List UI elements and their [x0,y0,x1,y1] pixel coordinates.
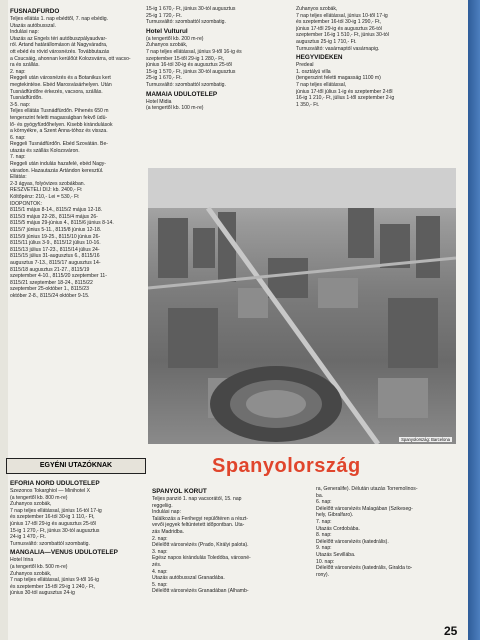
text-line: 6. nap: [316,499,332,506]
text-line: 8115/1 május 8-14., 8115/2 május 12-18. [10,207,103,214]
text-line: Zuhanyos szobák, [296,6,338,12]
text-line: 7. nap: [10,154,26,161]
text-line: Délelőtt városnézés (katedrális). [316,538,389,545]
section-heading: SPANYOL KÖRÚT [152,488,207,495]
column-middle-bottom [152,486,302,595]
text-line: 8. nap: [316,532,332,539]
city-aerial-illustration [148,168,456,444]
text-line: 8115/15 július 31-augusztus 6., 8115/16 [10,253,100,260]
text-line: Turnusváltó: szombattól szombatig. [146,19,226,26]
text-line: 9. nap: [316,545,332,552]
text-line: Hotel Irina [10,557,34,564]
text-line: 8115/7 június 5-11., 8115/8 június 12-18. [10,227,102,233]
text-line: lő- és gyógyfürdőhelyen. Kisebb kirándulások [10,121,113,128]
text-line: szeptember 16-ig 1 510,- Ft, június 30-tól [296,32,389,39]
text-line: június 17-től 29-ig és augusztus 25-től [10,520,96,527]
text-line: 8115/11 július 3-9., 8115/12 július 10-16. [10,240,101,247]
text-line: 15-ig 1 670,- Ft, június 30-tól augusztus [146,6,236,12]
text-line: és szeptember 16-tól 30-ig 1 290,- Ft, [296,19,381,26]
text-line: 25-ig 1 720,- Ft. [146,12,182,19]
text-line: zás Madridba. [152,528,184,535]
text-line: 3-5. nap: [10,101,31,108]
text-line: (tengerszint feletti magasság 1100 m) [296,75,381,82]
text-line: (a tengertől kb. 800 m-re) [10,494,68,501]
text-line: hely, Gibralfaro). [316,512,354,519]
page-number: 25 [444,624,458,638]
text-line: szeptember 15-től 29-ig 1 280,- Ft, [146,55,225,62]
text-line: Hotel Midia [146,98,172,105]
text-line: június 30-tól augusztus 24-ig [10,590,75,597]
text-line: Turnusváltó: szombattól szombatig. [10,540,90,547]
text-line: ott ebéd és rövid városnézés. Továbbutazás [10,48,110,55]
text-line: 8115/5 május 29-június 4., 8115/6 június 8-14. [10,220,114,227]
text-line: Egész napos kirándulás Toledóba, városné- [152,555,251,562]
text-line: (a tengertől kb. 500 m-re) [10,563,68,570]
text-line: 25-ig 1 670,- Ft. [146,75,182,82]
text-line: zés. [152,561,162,568]
individual-travelers-box: EGYÉNI UTAZÓKNAK [6,458,146,474]
text-line: szeptember 4-10., 8115/20 szeptember 11- [10,273,107,280]
text-line: Zuhanyos szobák, [146,42,188,49]
text-line: 8115/3 május 22-28., 8115/4 május 26- [10,213,98,220]
text-line: 3. nap: [152,548,168,555]
text-line: Predeal [296,62,314,69]
text-line: 7 nap teljes ellátással, [296,81,347,88]
text-line: Indulási nap: [152,509,181,516]
text-line: (a tengertől kb. 200 m-re) [146,35,204,42]
text-line: ról. Ártand határállomáson át Nagyváradra, [10,42,108,49]
text-line: június 17-től 29-ig és augusztus 26-tól [296,25,382,32]
text-line: Szezonos Tokarghiol — Minihotel X [10,488,91,494]
text-line: 10. nap: [316,558,335,565]
text-line: Utazás az Engels téri autóbuszpályaudvar- [10,35,107,42]
text-line: váradon. Hazautazás Ártándon keresztül. [10,167,104,174]
text-line: 15-ig 1 270,- Ft, június 30-tól augusztus [10,527,100,534]
text-line: 7. nap: [316,518,332,525]
text-line: (a tengertől kb. 100 m-re) [146,105,204,112]
text-line: megtekintése. Ebéd Marosvásárhelyen. Után [10,81,112,88]
text-line: október 2-8., 8115/24 október 9-15. [10,292,90,299]
section-heading: EFORIA NORD ÜDÜLŐTELEP [10,480,100,487]
text-line: szeptember 25-október 1., 8115/23 [10,286,89,293]
section-heading: MAMAIA ÜDÜLŐTELEP [146,90,218,98]
text-line: augusztus 7-13., 8115/17 augusztus 14- [10,259,101,266]
text-line: 7 nap teljes ellátással, június 9-től 16-ig [10,577,99,584]
text-line: IDŐPONTOK: [10,200,42,207]
text-line: Teljes ellátás Tusnádfürdőn. Pihenés 650 m [10,108,109,115]
column-left-bottom [10,478,144,597]
text-line: Teljes ellátás 1. nap ebédtől, 7. nap ebédig. [10,16,108,22]
text-line: Reggeli Tusnádfürdőn. Ebéd Szovátán. Be- [10,141,108,148]
text-line: 4. nap: [152,568,168,575]
text-line: rony). [316,571,330,578]
page-gutter [0,0,8,640]
barcelona-photo [148,168,456,444]
text-line: Zuhanyos szobák, [10,570,52,577]
text-line: 8115/9 június 19-25., 8115/10 június 26- [10,233,101,240]
text-line: Utazás autóbusszal Granadába. [152,575,225,582]
photo-caption: Spanyolország: Barcelona [401,437,450,442]
text-line: Turnusváltó: szombattól szombatig. [146,81,226,88]
text-line: Reggeli után indulás hazafelé, ebéd Nagy- [10,161,106,168]
section-heading: FÜSNADFÜRDŐ [10,8,60,15]
text-line: 7 nap teljes ellátással, június 16-tól 17-ig [10,507,102,514]
column-left-top [10,6,144,300]
text-line: a Csucsáig, ahonnan kerülőút Kolozsvárra, ott vacso- [10,55,131,62]
text-line: 7 nap teljes ellátással, június 9-től 16-ig és [146,48,242,55]
text-line: Turnusváltó: vasárnaptól vasárnapig. [296,45,380,52]
text-line: 8115/18 augusztus 21-27., 8115/19 [10,266,90,273]
text-line: Ellátás: [10,174,27,181]
text-line: tengerszint feletti magasságban fekvő üdü- [10,114,108,121]
section-heading: MANGALIA—VENUS ÜDÜLŐTELEP [10,549,118,557]
text-line: Teljes panzió 1. nap vacsorától, 15. nap [152,496,242,502]
text-line: Reggeli után városnézés és a Botanikus kert [10,75,111,82]
text-line: Utazás Cordobába. [316,525,360,532]
text-line: Tusnádfürdőre érkezés, vacsora, szállás. [10,88,103,95]
text-line: ra és szállás. [10,62,40,69]
column-right-top [296,6,456,108]
text-line: Délelőtt városnézés Granadában (Alhamb- [152,588,249,595]
text-line: Költőpénz: 210,- Lei = 530,- Ft [10,194,79,201]
text-line: vevői jegyek feltüntetett időpontban. Uta- [152,522,245,529]
column-right-bottom [316,486,456,578]
book-edge [468,0,480,640]
text-line: 2. nap: [152,535,168,542]
text-line: Zuhanyos szobák, [10,501,52,508]
text-line: ba. [316,492,324,499]
text-line: Találkozás a Ferihegyi repülőtéren a részt- [152,515,248,522]
text-line: 16-ig 1 210,- Ft, július 1-től szeptember 2-ig [296,95,395,102]
text-line: utazás és szállás Kolozsváron. [10,147,80,154]
text-line: Délelőtt városnézés Malagában (Szikeseg- [316,505,413,512]
text-line: Délelőtt városnézés (katedrális, Giralda to- [316,565,413,572]
text-line: 2. nap: [10,68,26,75]
column-middle-top [146,6,286,112]
section-title: Spanyolország [212,455,361,477]
text-line: 8115/21 szeptember 18-24., 8115/22 [10,279,93,286]
text-line: a környékre, a Szent Anna-tóhoz és vissza. [10,128,108,135]
text-line: reggeliig. [152,502,173,509]
text-line: RÉSZVÉTELI DÍJ: kb. 2400,- Ft [10,187,82,194]
text-line: Délelőtt városnézés (Prado, Királyi palota). [152,542,249,549]
text-line: 7 nap teljes ellátással, június 10-től 17-ig [296,12,388,19]
text-line: 5. nap: [152,581,168,588]
text-line: Utazás autóbusszal. [10,22,56,29]
text-line: Tusnádfürdőn. [10,95,43,102]
text-line: 24-ig 1 470,- Ft. [10,534,46,541]
text-line: 8115/13 július 17-23., 8115/14 július 24- [10,246,100,253]
section-heading: HEGYVIDÉKEN [296,54,343,62]
section-heading: Hotel Vulturul [146,27,188,35]
text-line: és szeptember 16-tól 30-ig 1 110,- Ft, [10,514,95,521]
text-line: ra, Generalife). Délután utazás Torremolinos- [316,486,418,492]
text-line: 1 350,- Ft. [296,101,320,108]
text-line: 1. osztályú villa [296,68,331,75]
text-line: és szeptember 15-től 29-ig 1 240,- Ft, [10,583,95,590]
text-line: 2-3 ágyas, folyóvizes szobákban. [10,180,86,187]
text-line: Indulási nap: [10,29,39,36]
text-line: augusztus 25-ig 1 710,- Ft. [296,38,357,45]
text-line: Utazás Sevillába. [316,551,356,558]
text-line: 6. nap: [10,134,26,141]
text-line: június 16-tól 30-ig és augusztus 25-től [146,62,232,69]
text-line: június 17-től július 1-ig és szeptember 2-től [296,88,393,95]
text-line: 15-ig 1 570,- Ft, június 30-tól augusztus [146,68,236,75]
